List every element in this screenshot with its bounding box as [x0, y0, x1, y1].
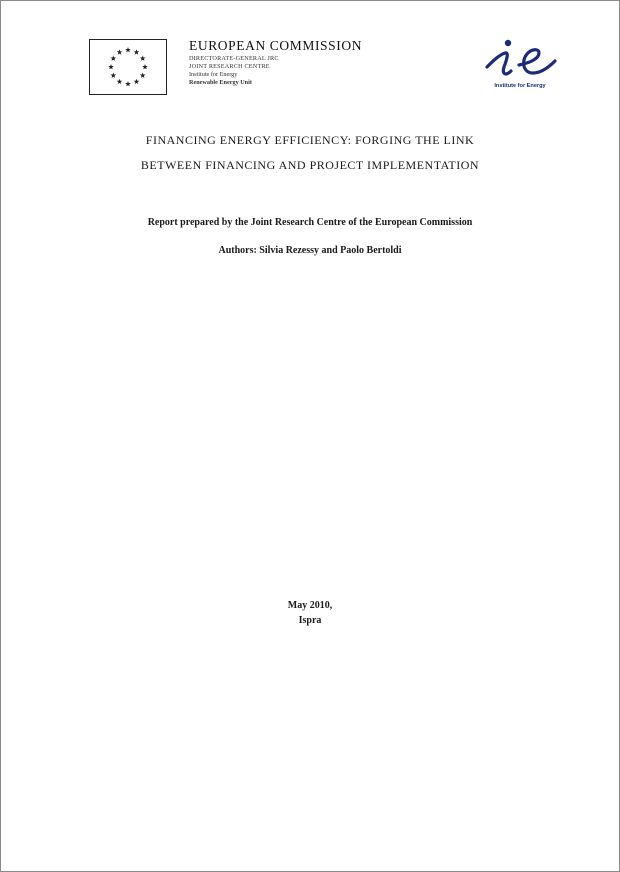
- authors: Authors: Silvia Rezessy and Paolo Bertoldi: [218, 245, 402, 256]
- ie-logo-icon: [483, 37, 563, 85]
- title-line-2: BETWEEN FINANCING AND PROJECT IMPLEMENTATION: [140, 158, 480, 172]
- institute-line: Institute for Energy: [189, 70, 238, 78]
- date-place-block: [1, 598, 619, 628]
- eu-star-icon: [108, 64, 114, 69]
- eu-star-icon: [110, 56, 116, 61]
- ie-logo-caption: Institute for Energy: [494, 83, 546, 89]
- organization-name: EUROPEAN COMMISSION: [189, 38, 363, 53]
- directorate-line: DIRECTORATE-GENERAL JRC: [189, 54, 279, 62]
- eu-star-icon: [140, 56, 146, 61]
- eu-star-icon: [125, 81, 131, 86]
- eu-stars-circle-icon: [90, 40, 166, 94]
- title-line-1: FINANCING ENERGY EFFICIENCY: FORGING THE LINK: [145, 133, 475, 147]
- unit-line: Renewable Energy Unit: [189, 79, 252, 87]
- eu-star-icon: [117, 49, 123, 54]
- eu-star-icon: [140, 73, 146, 78]
- publication-place: Ispra: [298, 615, 322, 626]
- eu-star-icon: [117, 79, 123, 84]
- publication-date: May 2010,: [287, 600, 333, 611]
- eu-star-icon: [110, 73, 116, 78]
- header-organization-block: [189, 39, 362, 87]
- eu-star-icon: [134, 49, 140, 54]
- document-title: [1, 128, 619, 178]
- jrc-line: JOINT RESEARCH CENTRE: [189, 62, 270, 70]
- eu-flag-logo: [89, 39, 167, 95]
- eu-star-icon: [134, 79, 140, 84]
- eu-star-icon: [125, 47, 131, 52]
- report-prepared-by: Report prepared by the Joint Research Centre of the European Commission: [147, 217, 473, 228]
- eu-star-icon: [142, 64, 148, 69]
